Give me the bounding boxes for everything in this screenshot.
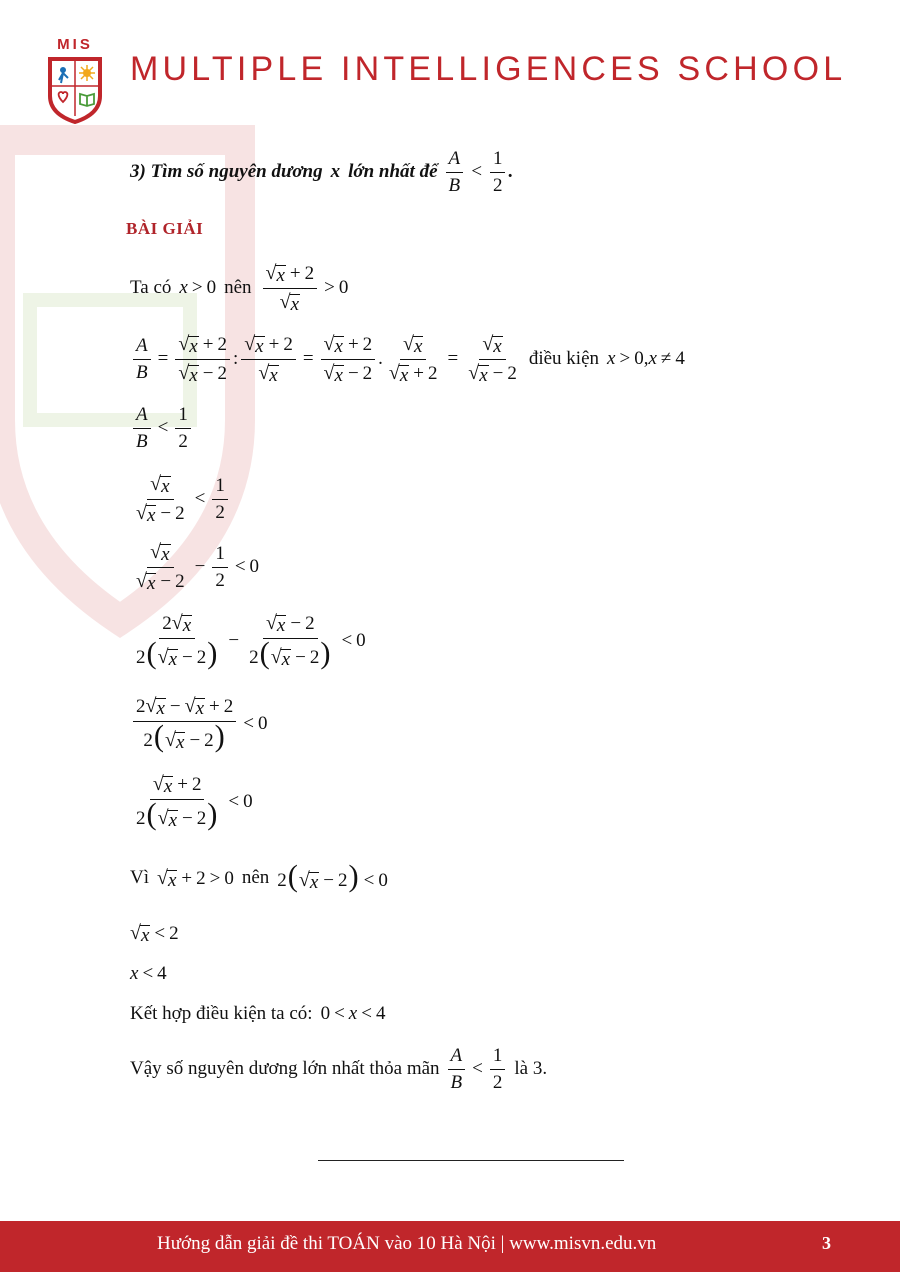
math-frac: √ x + 2 √ x (241, 333, 296, 386)
logo-letters: MIS (57, 36, 93, 53)
solution-heading: BÀI GIẢI (126, 219, 204, 238)
solution-line-5: √ x √ x − 2 − $\frac{1}{2}$ < 0 (130, 541, 259, 594)
math-frac: √ x + 2 √ x (263, 262, 318, 315)
math-frac: $\frac{1}{2}$ (175, 404, 191, 453)
math-frac: 2 √ x − √ x + 2 2( √ x − 2) (133, 695, 236, 753)
page-number: 3 (822, 1233, 831, 1253)
shield-icon (47, 56, 103, 124)
math-frac: √ x √ x + 2 (388, 333, 438, 386)
solution-line-10: √ x < 2 (130, 922, 179, 946)
math-frac: $\frac{1}{2}$ (212, 475, 228, 524)
math-frac: $\frac{A}{B}$ (446, 148, 464, 197)
text-nen-2: nên (241, 867, 270, 889)
problem-var: x (330, 161, 341, 183)
math-frac: √ x + 2 2( √ x − 2) (136, 773, 218, 831)
problem-text: lớn nhất để (348, 161, 438, 183)
text-dieu-kien: điều kiện (528, 348, 600, 370)
math-frac: 2 √ x 2( √ x − 2) (136, 612, 218, 670)
page-header (0, 0, 900, 130)
school-logo (44, 36, 106, 126)
solution-line-1: Ta có x > 0 nên √ x + 2 √ x > 0 (130, 262, 349, 315)
math-frac: $\frac{A}{B}$ (133, 404, 151, 453)
solution-line-3: $\frac{A}{B}$ < $\frac{1}{2}$ (130, 404, 194, 453)
math-frac: $\frac{1}{2}$ (212, 543, 228, 592)
solution-line-2: $\frac{A}{B}$ = √ x + 2 √ x − 2 : √ x + 2 √ x = √ x + 2 √ x − 2 . √ x √ x + 2 = √ x √ x − 2 điều kiện x > 0,x ≠ 4 (130, 333, 685, 386)
math-frac: √ x + 2 √ x − 2 (321, 333, 376, 386)
math-frac: √ x √ x − 2 (136, 473, 185, 526)
footer-text: Hướng dẫn giải đề thi TOÁN vào 10 Hà Nội | www.misvn.edu.vn (157, 1233, 657, 1254)
math-frac: √ x + 2 √ x − 2 (175, 333, 230, 386)
solution-line-4: √ x √ x − 2 < $\frac{1}{2}$ (130, 473, 231, 526)
text-ta-co: Ta có (130, 277, 172, 299)
math-frac: $\frac{A}{B}$ (448, 1045, 466, 1094)
text-ket-hop: Kết hợp điều kiện ta có: (130, 1003, 313, 1024)
text-nen: nên (224, 277, 252, 299)
solution-line-7: 2 √ x − √ x + 2 2( √ x − 2) < 0 (130, 695, 267, 753)
section-divider (318, 1160, 624, 1161)
solution-line-6: 2 √ x 2( √ x − 2) − √ x − 2 2( √ x − 2) < 0 (130, 612, 366, 670)
math-frac: √ x √ x − 2 (136, 541, 185, 594)
solution-line-13: Vậy số nguyên dương lớn nhất thỏa mãn $\frac{A}{B}$ < $\frac{1}{2}$ là 3. (130, 1045, 548, 1093)
page-footer (0, 1221, 900, 1272)
math-frac: √ x √ x − 2 (468, 333, 517, 386)
solution-line-12: Kết hợp điều kiện ta có: 0 < x < 4 (130, 1003, 386, 1024)
problem-label: 3) Tìm số nguyên dương (130, 161, 323, 183)
text-conclusion-end: là 3. (514, 1058, 548, 1080)
problem-statement: 3) Tìm số nguyên dương x lớn nhất để $\frac{A}{B}$ < $\frac{1}{2}$ . (130, 148, 514, 196)
school-name: MULTIPLE INTELLIGENCES SCHOOL (130, 50, 847, 88)
solution-line-11: x < 4 (130, 963, 167, 984)
solution-line-8: √ x + 2 2( √ x − 2) < 0 (130, 773, 253, 831)
text-vi: Vì (130, 867, 149, 889)
math-frac: $\frac{1}{2}$ (490, 1045, 506, 1094)
text-conclusion: Vậy số nguyên dương lớn nhất thỏa mãn (130, 1058, 440, 1080)
solution-line-9: Vì √ x + 2 > 0 nên 2( √ x − 2) < 0 (130, 859, 388, 893)
math-frac: $\frac{A}{B}$ (133, 335, 151, 384)
math-frac: $\frac{1}{2}$ (490, 148, 506, 197)
math-frac: √ x − 2 2( √ x − 2) (249, 612, 331, 670)
